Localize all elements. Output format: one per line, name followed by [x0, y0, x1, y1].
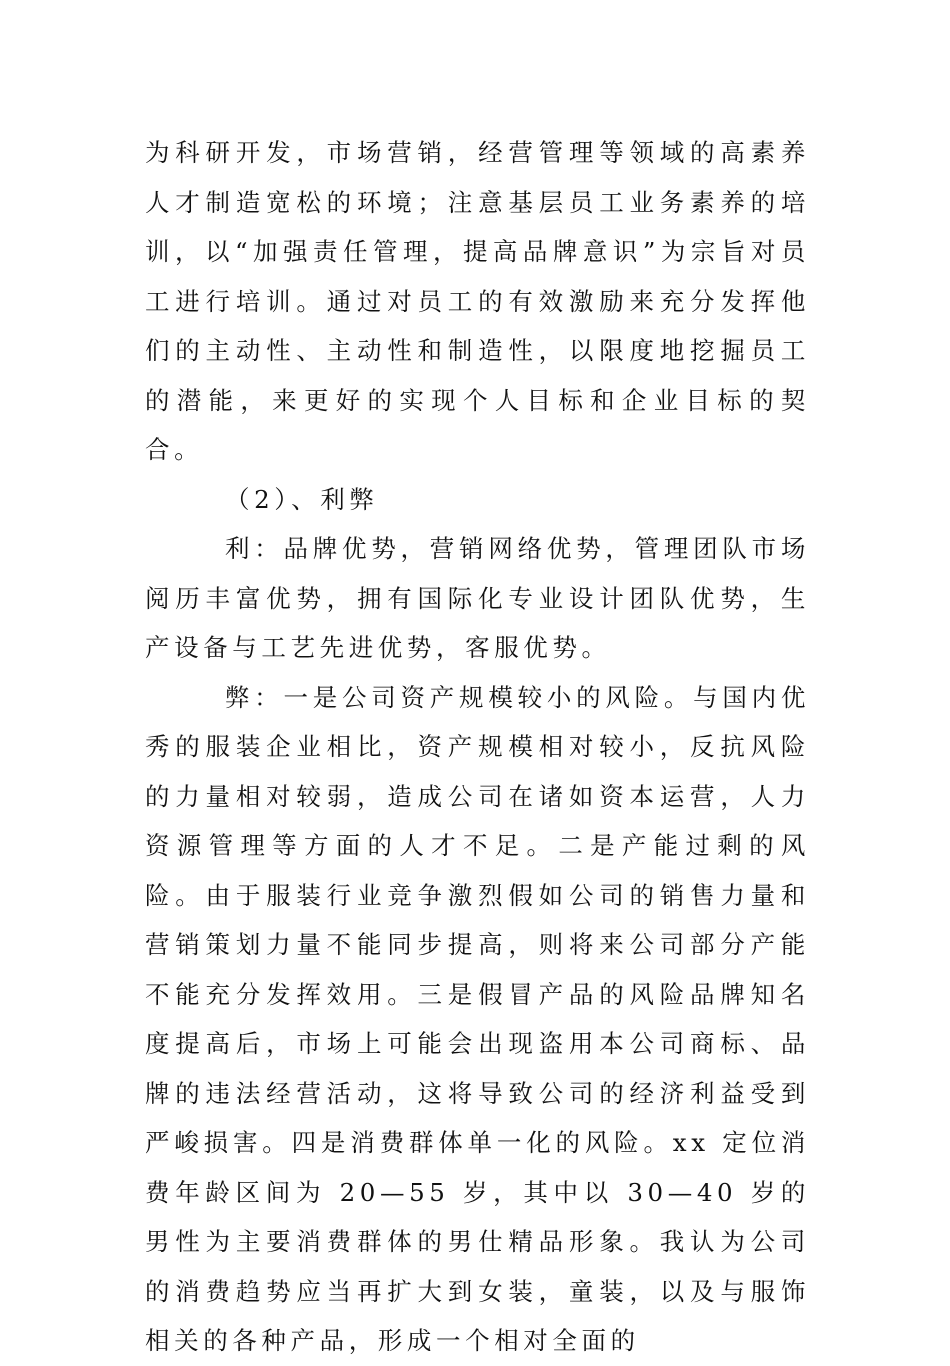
paragraph-staff-training: 为科研开发，市场营销，经营管理等领域的高素养人才制造宽松的环境；注意基层员工业务素养的培训，以“加强责任管理，提高品牌意识”为宗旨对员工进行培训。通过对员工的有效激励来充分发挥他们的主动性、主动性和制造性，以限度地挖掘员工的潜能，来更好的实现个人目标和企业目标的契合。	[145, 138, 810, 464]
paragraph-advantages: 利：品牌优势，营销网络优势，管理团队市场阅历丰富优势，拥有国际化专业设计团队优势，生产设备与工艺先进优势，客服优势。	[145, 534, 810, 662]
section-heading-pros-cons: （2）、利弊	[225, 484, 379, 514]
paragraph-disadvantages: 弊：一是公司资产规模较小的风险。与国内优秀的服装企业相比，资产规模相对较小，反抗风险的力量相对较弱，造成公司在诸如资本运营，人力资源管理等方面的人才不足。二是产能过剩的风险。由于服装行业竞争激烈假如公司的销售力量和营销策划力量不能同步提高，则将来公司部分产能不能充分发挥效用。三是假冒产品的风险品牌知名度提高后，市场上可能会出现盗用本公司商标、品牌的违法经营活动，这将导致公司的经济利益受到严峻损害。四是消费群体单一化的风险。xx 定位消费年龄区间为 20—55 岁，其中以 30—40 岁的男性为主要消费群体的男仕精品形象。我认为公司的消费趋势应当再扩大到女装，童装，以及与服饰相关的各种产品，形成一个相对全面的	[145, 682, 810, 1355]
document-body	[145, 128, 810, 1366]
